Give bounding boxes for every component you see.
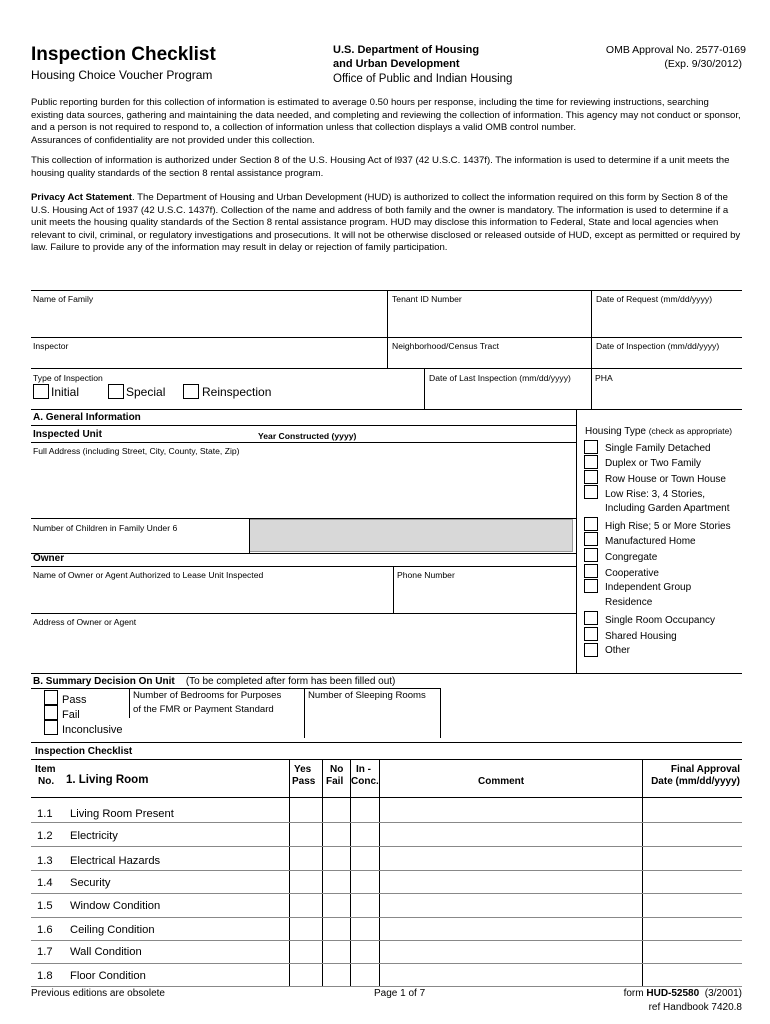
row-divider: [31, 893, 742, 894]
grid-line: [322, 759, 323, 987]
housing-type-label: Manufactured Home: [605, 536, 696, 547]
owner-heading: Owner: [33, 553, 65, 564]
housing-type-label: Single Family Detached: [605, 443, 711, 454]
grid-line: [379, 759, 380, 987]
row-divider: [31, 846, 742, 847]
row-divider: [31, 917, 742, 918]
form-id: HUD-52580: [646, 988, 700, 999]
pass-checkbox[interactable]: [44, 690, 58, 705]
privacy-act-statement: [31, 192, 743, 255]
grid-line: [642, 759, 643, 987]
children-under-6-field[interactable]: Number of Children in Family Under 6: [33, 523, 178, 533]
grid-line: [31, 337, 742, 338]
col-item-2: No.: [38, 776, 55, 787]
item-number: 1.4: [37, 877, 53, 889]
grid-line: [31, 797, 742, 798]
grid-line: [31, 688, 441, 689]
grid-line: [249, 518, 250, 553]
program-name: Housing Choice Voucher Program: [31, 68, 213, 82]
authority-statement: This collection of information is authorized under Section 8 of the U.S. Housing Act of l937 (42 U.S.C. 1437f). The information is used to determine if a unit meets the housing quality standards of the section 8 rental assistance program.: [31, 155, 730, 179]
owner-address-field[interactable]: Address of Owner or Agent: [33, 617, 137, 627]
item-label: Window Condition: [70, 900, 161, 912]
col-in-1: In -: [356, 764, 371, 775]
grid-line: [387, 290, 388, 368]
housing-type-label: Other: [605, 645, 631, 656]
omb-approval: OMB Approval No. 2577-0169: [605, 44, 746, 56]
housing-type-label: Row House or Town House: [605, 474, 726, 485]
bedrooms-label-2: of the FMR or Payment Standard: [133, 704, 274, 715]
item-label: Electricity: [70, 830, 118, 842]
item-number: 1.8: [37, 970, 53, 982]
section-living-room: 1. Living Room: [66, 774, 149, 786]
item-number: 1.7: [37, 946, 53, 958]
housing-sro-checkbox[interactable]: [584, 611, 598, 625]
row-divider: [31, 870, 742, 871]
grid-line: [129, 688, 130, 718]
col-final-2: Date (mm/dd/yyyy): [651, 776, 740, 787]
pha-field[interactable]: PHA: [595, 373, 613, 383]
section-a-heading: A. General Information: [33, 412, 141, 423]
housing-type-label: Shared Housing: [605, 631, 677, 642]
housing-manufactured-checkbox[interactable]: [584, 532, 598, 546]
grid-line: [31, 442, 576, 443]
grid-line: [591, 290, 592, 410]
housing-type-label: Cooperative: [605, 568, 659, 579]
page-number: Page 1 of 7: [374, 988, 426, 999]
omb-expiration: (Exp. 9/30/2012): [664, 58, 742, 70]
housing-type-label: High Rise; 5 or More Stories: [605, 521, 731, 532]
inconclusive-label: Inconclusive: [62, 724, 123, 736]
bedrooms-label-1: Number of Bedrooms for Purposes: [133, 690, 282, 701]
form-title: Inspection Checklist: [31, 44, 216, 65]
form-number: [624, 988, 742, 999]
full-address-field[interactable]: Full Address (including Street, City, County, State, Zip): [33, 446, 240, 456]
housing-type-label: Low Rise: 3, 4 Stories,: [605, 489, 706, 500]
grid-line: [31, 409, 742, 410]
housing-duplex-checkbox[interactable]: [584, 455, 598, 469]
housing-row-house-checkbox[interactable]: [584, 470, 598, 484]
grid-line: [289, 759, 290, 987]
housing-other-checkbox[interactable]: [584, 643, 598, 657]
special-checkbox[interactable]: [108, 384, 124, 399]
privacy-heading: Privacy Act Statement: [31, 192, 132, 203]
housing-type-label: Congregate: [605, 552, 658, 563]
inconclusive-checkbox[interactable]: [44, 720, 58, 735]
col-yes-1: Yes: [294, 764, 312, 775]
item-number: 1.3: [37, 855, 53, 867]
item-label: Wall Condition: [70, 946, 142, 958]
housing-independent-group-checkbox[interactable]: [584, 579, 598, 593]
checklist-heading: Inspection Checklist: [35, 746, 133, 757]
pass-label: Pass: [62, 694, 87, 706]
department-line1: U.S. Department of Housing: [333, 44, 480, 56]
item-label: Living Room Present: [70, 808, 174, 820]
section-b-note: (To be completed after form has been filled out): [185, 676, 396, 687]
initial-label: Initial: [51, 385, 80, 399]
housing-single-family-checkbox[interactable]: [584, 440, 598, 454]
housing-shared-checkbox[interactable]: [584, 627, 598, 641]
item-number: 1.5: [37, 900, 53, 912]
form-date: (3/2001): [704, 988, 742, 999]
tenant-id-field[interactable]: Tenant ID Number: [392, 294, 462, 304]
handbook-reference: ref Handbook 7420.8: [648, 1002, 742, 1013]
item-label: Ceiling Condition: [70, 924, 155, 936]
shaded-area: [249, 519, 573, 552]
burden-statement: Public reporting burden for this collection of information is estimated to average 0.50 hours per response, including the time for reviewing instructions, searching existing data sources, gathering and maintaining the data needed, and completing and reviewing the collection of information. This agency may not conduct or sponsor, and a person is not required to respond to, a collection of information unless that collection displays a valid OMB control number.: [31, 97, 741, 133]
department-office: Office of Public and Indian Housing: [333, 73, 513, 85]
housing-congregate-checkbox[interactable]: [584, 548, 598, 562]
row-divider: [31, 963, 742, 964]
grid-line: [393, 566, 394, 613]
housing-high-rise-checkbox[interactable]: [584, 517, 598, 531]
housing-type-label: Independent Group: [605, 582, 692, 593]
col-final-1: Final Approval: [670, 764, 740, 775]
reinspection-checkbox[interactable]: [183, 384, 199, 399]
grid-line: [576, 409, 577, 673]
housing-type-note: (check as appropriate): [648, 426, 733, 436]
grid-line: [31, 553, 576, 554]
grid-line: [304, 688, 305, 738]
grid-line: [31, 742, 742, 743]
privacy-body: . The Department of Housing and Urban Development (HUD) is authorized to collect the information required on this form by Section 8 of the U.S. Housing Act of 1937 (42 U.S.C. 1437f). Collection of the name and address of both family and the owner is mandatory. The information is used to determine if a unit meets the housing quality standards of the Section 8 rental assistance program. HUD may disclose this information to Federal, State and local agencies when relevant to civil, criminal, or regulatory investigations and prosecutions. It will not be otherwise disclosed or released outside of HUD, except as permitted or required by law. Failure to provide any of the information may result in delay or rejection of family participation.: [31, 192, 741, 253]
col-comment: Comment: [478, 776, 525, 787]
item-number: 1.6: [37, 924, 53, 936]
housing-type-heading: [585, 426, 732, 437]
item-number: 1.1: [37, 808, 53, 820]
confidentiality-statement: Assurances of confidentiality are not provided under this collection.: [31, 135, 315, 146]
grid-line: [31, 613, 576, 614]
reinspection-label: Reinspection: [202, 385, 272, 399]
inspector-field[interactable]: Inspector: [33, 341, 69, 351]
row-divider: [31, 940, 742, 941]
grid-line: [350, 759, 351, 987]
housing-low-rise-checkbox[interactable]: [584, 485, 598, 499]
date-last-inspection-field[interactable]: Date of Last Inspection (mm/dd/yyyy): [429, 373, 571, 383]
col-no-1: No: [330, 764, 344, 775]
grid-line: [31, 673, 742, 674]
grid-line: [440, 688, 441, 738]
housing-type-label: Including Garden Apartment: [605, 503, 730, 514]
row-divider: [31, 986, 742, 987]
grid-line: [31, 425, 576, 426]
fail-label: Fail: [62, 709, 80, 721]
col-no-2: Fail: [326, 776, 344, 787]
date-of-request-field[interactable]: Date of Request (mm/dd/yyyy): [596, 294, 713, 304]
year-constructed-field[interactable]: Year Constructed (yyyy): [258, 431, 357, 441]
housing-type-title: Housing Type: [585, 426, 646, 437]
fail-checkbox[interactable]: [44, 705, 58, 720]
date-of-inspection-field[interactable]: Date of Inspection (mm/dd/yyyy): [596, 341, 720, 351]
inspected-unit-heading: Inspected Unit: [33, 429, 102, 440]
footer-obsolete-note: Previous editions are obsolete: [31, 988, 165, 999]
housing-type-label: Residence: [605, 597, 653, 608]
item-number: 1.2: [37, 830, 53, 842]
name-of-family-field[interactable]: Name of Family: [33, 294, 94, 304]
section-b-heading: B. Summary Decision On Unit: [33, 676, 175, 687]
housing-cooperative-checkbox[interactable]: [584, 564, 598, 578]
item-label: Electrical Hazards: [70, 855, 161, 867]
department-line2: and Urban Development: [333, 58, 460, 70]
sleeping-rooms-field[interactable]: Number of Sleeping Rooms: [308, 690, 426, 701]
type-of-inspection-label: Type of Inspection: [33, 373, 103, 383]
col-item-1: Item: [35, 764, 56, 775]
grid-line: [31, 759, 742, 760]
col-yes-2: Pass: [292, 776, 316, 787]
row-divider: [31, 822, 742, 823]
col-in-2: Conc.: [351, 776, 379, 787]
special-label: Special: [126, 385, 166, 399]
grid-line: [31, 368, 742, 369]
initial-checkbox[interactable]: [33, 384, 49, 399]
item-label: Security: [70, 877, 111, 889]
form-prefix: form: [623, 988, 644, 999]
housing-type-label: Single Room Occupancy: [605, 615, 716, 626]
grid-line: [424, 368, 425, 410]
section-b-heading-row: [33, 676, 395, 687]
grid-line: [31, 566, 576, 567]
phone-number-field[interactable]: Phone Number: [397, 570, 455, 580]
item-label: Floor Condition: [70, 970, 146, 982]
housing-type-label: Duplex or Two Family: [605, 458, 701, 469]
neighborhood-field[interactable]: Neighborhood/Census Tract: [392, 341, 500, 351]
owner-name-field[interactable]: Name of Owner or Agent Authorized to Lease Unit Inspected: [33, 570, 264, 580]
